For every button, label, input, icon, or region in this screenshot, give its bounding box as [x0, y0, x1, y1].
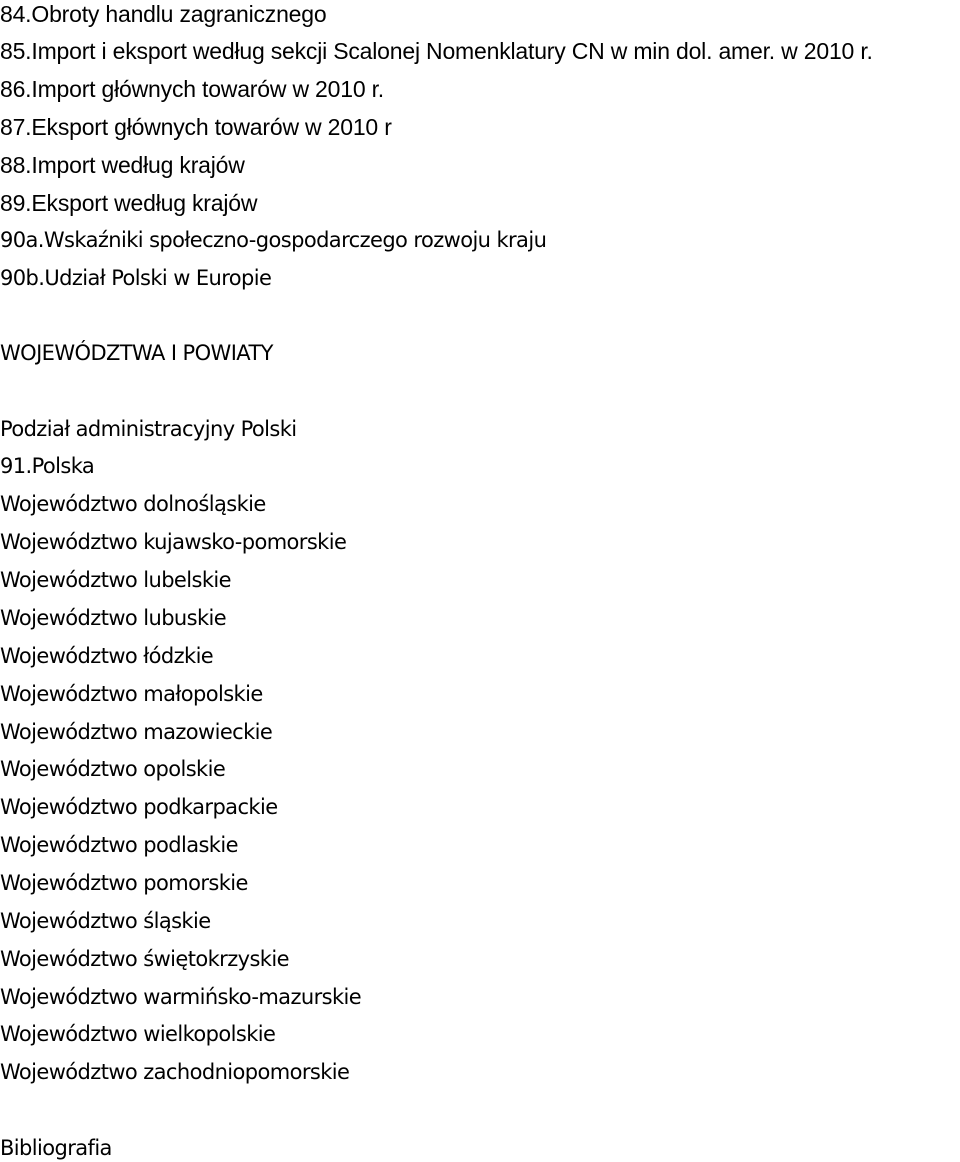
toc-item-88[interactable]: 88.Import według krajów	[0, 152, 245, 178]
voivodeship-item[interactable]: Województwo wielkopolskie	[0, 1022, 276, 1046]
voivodeship-item[interactable]: Województwo warmińsko-mazurskie	[0, 985, 362, 1009]
voivodeship-item[interactable]: Województwo lubelskie	[0, 568, 231, 592]
toc-item-90b[interactable]: 90b.Udział Polski w Europie	[0, 266, 272, 290]
toc-item-84[interactable]: 84.Obroty handlu zagranicznego	[0, 1, 327, 27]
toc-item-86[interactable]: 86.Import głównych towarów w 2010 r.	[0, 76, 384, 102]
subsection-heading[interactable]: Podział administracyjny Polski	[0, 417, 297, 441]
voivodeship-item[interactable]: Województwo świętokrzyskie	[0, 947, 289, 971]
voivodeship-item[interactable]: Województwo pomorskie	[0, 871, 248, 895]
voivodeship-item[interactable]: Województwo opolskie	[0, 757, 226, 781]
toc-item-87[interactable]: 87.Eksport głównych towarów w 2010 r	[0, 114, 392, 140]
voivodeship-item[interactable]: Województwo kujawsko-pomorskie	[0, 530, 347, 554]
voivodeship-item[interactable]: Województwo podlaskie	[0, 833, 238, 857]
bibliography-item[interactable]: Bibliografia	[0, 1136, 112, 1160]
voivodeship-item[interactable]: Województwo lubuskie	[0, 606, 227, 630]
voivodeship-item[interactable]: Województwo podkarpackie	[0, 795, 278, 819]
voivodeship-item[interactable]: Województwo łódzkie	[0, 644, 214, 668]
section-heading[interactable]: WOJEWÓDZTWA I POWIATY	[0, 341, 273, 365]
voivodeship-item[interactable]: Województwo zachodniopomorskie	[0, 1060, 350, 1084]
voivodeship-item[interactable]: Województwo mazowieckie	[0, 720, 273, 744]
toc-item-90a[interactable]: 90a.Wskaźniki społeczno-gospodarczego rozwoju kraju	[0, 228, 547, 252]
voivodeship-item[interactable]: Województwo małopolskie	[0, 682, 263, 706]
toc-item-85[interactable]: 85.Import i eksport według sekcji Scalonej Nomenklatury CN w min dol. amer. w 2010 r.	[0, 38, 873, 64]
toc-item-91[interactable]: 91.Polska	[0, 454, 95, 478]
voivodeship-item[interactable]: Województwo śląskie	[0, 909, 211, 933]
voivodeship-item[interactable]: Województwo dolnośląskie	[0, 492, 266, 516]
toc-item-89[interactable]: 89.Eksport według krajów	[0, 190, 258, 216]
